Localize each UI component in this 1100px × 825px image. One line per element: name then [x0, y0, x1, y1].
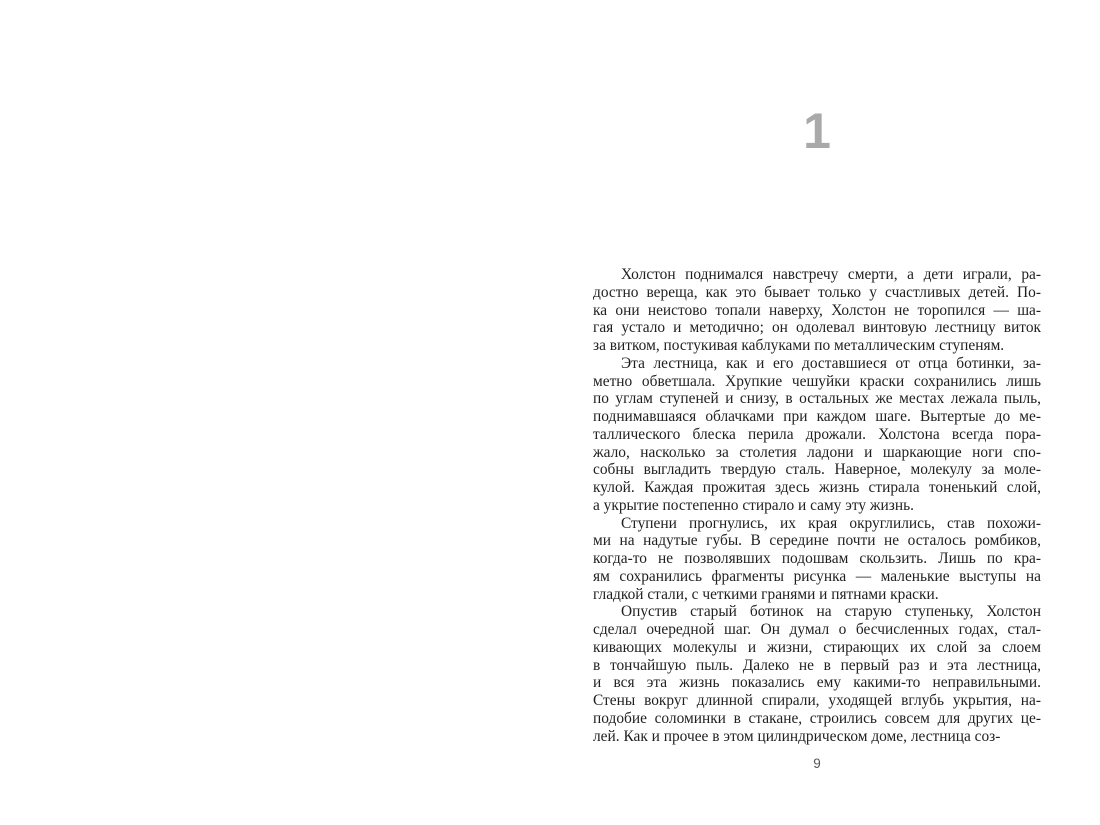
text-line: достно вереща, как это бывает только у счастливых детей. По- — [593, 283, 1041, 301]
text-line: а укрытие постепенно стирало и саму эту жизнь. — [593, 496, 914, 514]
text-line: за витком, постукивая каблуками по металлическим ступеням. — [593, 337, 1005, 354]
text-line: ка они неистово топали наверху, Холстон не торопился — ша- — [593, 301, 1041, 319]
paragraph — [593, 266, 1041, 355]
text-line: гладкой стали, с четкими гранями и пятнами краски. — [593, 585, 939, 603]
text-line: ям сохранились фрагменты рисунка — маленькие выступы на — [593, 567, 1041, 585]
chapter-heading: 1 — [803, 103, 831, 159]
text-line: таллического блеска перила дрожали. Холстона всегда пора- — [593, 425, 1041, 443]
text-line: Эта лестница, как и его доставшиеся от отца ботинки, за- — [621, 354, 1041, 372]
text-line: Холстон поднимался навстречу смерти, а дети играли, ра- — [621, 266, 1041, 283]
text-line: гая устало и методично; он одолевал винтовую лестницу виток — [593, 319, 1041, 337]
text-line: кивающих молекулы и жизни, стирающих их слой за слоем — [593, 638, 1041, 656]
text-line: Стены вокруг длинной спирали, уходящей вглубь укрытия, на- — [593, 692, 1041, 709]
text-line: подобие соломинки в стакане, строились совсем для других це- — [593, 709, 1041, 727]
paragraph — [593, 355, 1041, 515]
text-line: сделал очередной шаг. Он думал о бесчисленных годах, стал- — [593, 621, 1041, 638]
text-line: жало, насколько за столетия ладони и шаркающие ноги спо- — [593, 443, 1041, 461]
text-line: кулой. Каждая прожитая здесь жизнь стирала тоненький слой, — [593, 479, 1041, 496]
paragraph — [593, 603, 1041, 745]
text-line: собны выгладить твердую сталь. Наверное, молекулу за моле- — [593, 461, 1041, 479]
text-line: ми на надутые губы. В середине почти не осталось ромбиков, — [593, 532, 1041, 550]
text-line: когда-то не позволявших подошвам скользить. Лишь по кра- — [593, 550, 1041, 567]
page-text-block — [593, 266, 1041, 745]
text-line: лей. Как и прочее в этом цилиндрическом доме, лестница соз- — [593, 727, 1001, 745]
text-line: Ступени прогнулись, их края округлились, став похожи- — [621, 514, 1041, 532]
text-line: поднимавшаяся облачками при каждом шаге. Вытертые до ме- — [593, 408, 1041, 425]
page-number: 9 — [813, 756, 821, 771]
text-line: по углам ступеней и снизу, в остальных же местах лежала пыль, — [593, 390, 1041, 408]
text-line: метно обветшала. Хрупкие чешуйки краски сохранились лишь — [593, 372, 1041, 390]
text-line: и вся эта жизнь показались ему какими-то неправильными. — [593, 674, 1041, 692]
text-line: в тончайшую пыль. Далеко не в первый раз и эта лестница, — [593, 656, 1041, 674]
text-line: Опустив старый ботинок на старую ступеньку, Холстон — [621, 603, 1041, 621]
paragraph — [593, 515, 1041, 604]
